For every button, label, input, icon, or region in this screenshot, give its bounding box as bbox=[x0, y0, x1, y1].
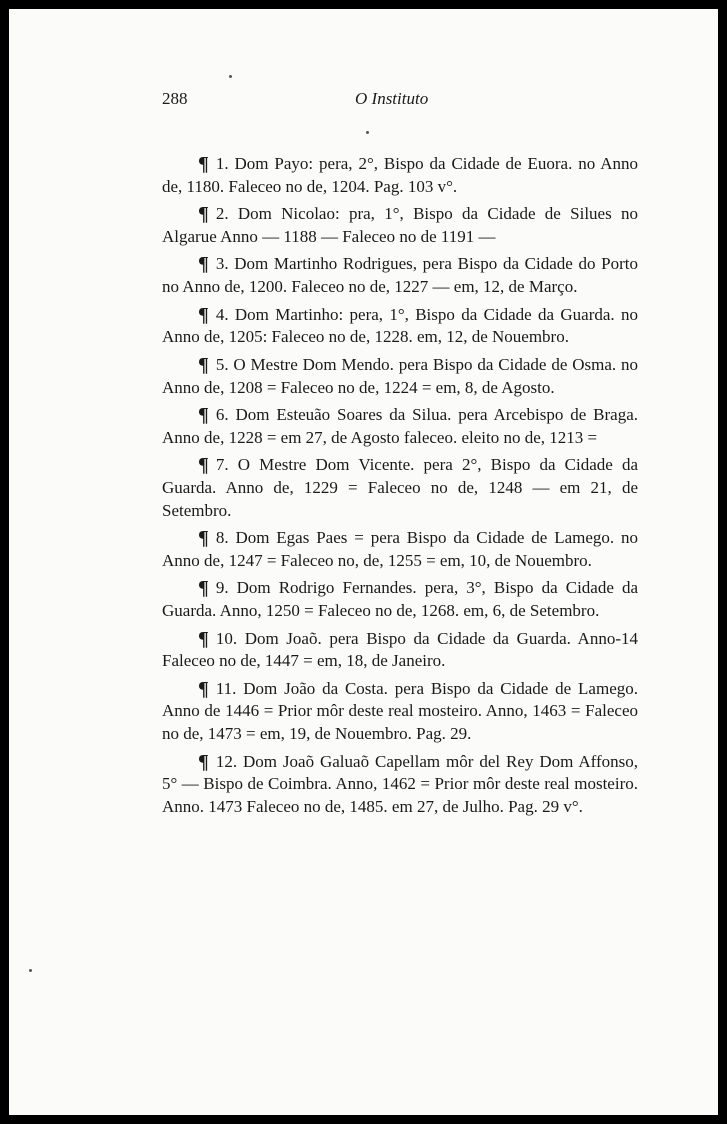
entry-text: Dom Payo: pera, 2°, Bispo da Cidade de Euora. no Anno de, 1180. Faleceo no de, 1204. Pag. 103 v°. bbox=[162, 154, 639, 196]
entry-number: 11. bbox=[215, 678, 237, 698]
entry-number: 10. bbox=[215, 628, 238, 648]
entry-1 bbox=[162, 153, 638, 198]
document-page bbox=[9, 9, 718, 1115]
entry-number: 3. bbox=[215, 254, 229, 274]
entry-6 bbox=[162, 404, 638, 449]
paragraph-mark-icon: ¶ bbox=[198, 153, 209, 175]
paragraph-mark-icon: ¶ bbox=[198, 203, 209, 226]
running-title: O Instituto bbox=[355, 89, 429, 108]
entry-number: 5. bbox=[215, 354, 229, 374]
paragraph-mark-icon: ¶ bbox=[198, 577, 209, 600]
entry-number: 1. bbox=[215, 154, 229, 173]
entry-11 bbox=[162, 678, 638, 746]
speck-mark bbox=[229, 75, 232, 78]
entry-number: 4. bbox=[215, 304, 229, 324]
paragraph-mark-icon: ¶ bbox=[198, 627, 209, 650]
entry-2 bbox=[162, 203, 638, 248]
entry-text: Dom Esteuão Soares da Silua. pera Arcebispo de Braga. Anno de, 1228 = em 27, de Agosto faleceo. eleito no de, 1213 = bbox=[162, 405, 638, 447]
entry-text: O Mestre Dom Mendo. pera Bispo da Cidade de Osma. no Anno de, 1208 = Faleceo no de, 1224 = em, 8, de Agosto. bbox=[162, 354, 638, 397]
entry-number: 7. bbox=[215, 455, 229, 475]
entry-text: Dom Joaõ Galuaõ Capellam môr del Rey Dom Affonso, 5° — Bispo de Coimbra. Anno, 1462 = Prior môr deste real mosteiro. Anno. 1473 Faleceo no de, 1485. em 27, de Julho. Pag. 29 v°. bbox=[162, 751, 638, 817]
entry-number: 8. bbox=[215, 528, 229, 548]
entry-text: Dom João da Costa. pera Bispo da Cidade de Lamego. Anno de 1446 = Prior môr deste real mosteiro. Anno, 1463 = Faleceo no de, 1473 = em, 19, de Nouembro. Pag. 29. bbox=[162, 678, 638, 744]
entry-3 bbox=[162, 253, 638, 298]
page-number: 288 bbox=[162, 89, 188, 108]
entry-text: Dom Joaõ. pera Bispo da Cidade da Guarda. Anno-14 Faleceo no de, 1447 = em, 18, de Janeiro. bbox=[162, 628, 638, 671]
entry-number: 9. bbox=[215, 578, 229, 598]
speck-mark bbox=[366, 131, 369, 134]
paragraph-mark-icon: ¶ bbox=[198, 303, 209, 326]
paragraph-mark-icon: ¶ bbox=[198, 353, 209, 376]
entry-12 bbox=[162, 751, 638, 819]
paragraph-mark-icon: ¶ bbox=[198, 253, 209, 276]
entry-9 bbox=[162, 577, 638, 622]
paragraph-mark-icon: ¶ bbox=[198, 750, 209, 773]
entry-text: O Mestre Dom Vicente. pera 2°, Bispo da Cidade da Guarda. Anno de, 1229 = Faleceo no de, 1248 — em 21, de Setembro. bbox=[162, 455, 638, 520]
speck-mark bbox=[29, 969, 32, 972]
entry-number: 12. bbox=[215, 751, 238, 771]
entry-5 bbox=[162, 354, 638, 399]
entry-10 bbox=[162, 628, 638, 673]
entry-text: Dom Egas Paes = pera Bispo da Cidade de Lamego. no Anno de, 1247 = Faleceo no, de, 1255 = em, 10, de Nouembro. bbox=[162, 528, 639, 570]
paragraph-mark-icon: ¶ bbox=[198, 527, 209, 550]
entries-list bbox=[162, 153, 638, 824]
entry-number: 6. bbox=[215, 405, 229, 425]
entry-7 bbox=[162, 454, 638, 522]
entry-text: Dom Rodrigo Fernandes. pera, 3°, Bispo da Cidade da Guarda. Anno, 1250 = Faleceo no de, 1268. em, 6, de Setembro. bbox=[162, 578, 639, 621]
entry-number: 2. bbox=[215, 204, 229, 224]
paragraph-mark-icon: ¶ bbox=[198, 454, 209, 477]
entry-text: Dom Nicolao: pra, 1°, Bispo da Cidade de Silues no Algarue Anno — 1188 — Faleceo no de 1191 — bbox=[162, 204, 639, 246]
entry-text: Dom Martinho: pera, 1°, Bispo da Cidade da Guarda. no Anno de, 1205: Faleceo no de, 1228. em, 12, de Nouembro. bbox=[162, 304, 639, 347]
paragraph-mark-icon: ¶ bbox=[198, 677, 209, 700]
paragraph-mark-icon: ¶ bbox=[198, 404, 209, 427]
entry-8 bbox=[162, 527, 638, 572]
page-header bbox=[9, 89, 718, 113]
entry-text: Dom Martinho Rodrigues, pera Bispo da Cidade do Porto no Anno de, 1200. Faleceo no de, 1227 — em, 12, de Março. bbox=[162, 254, 639, 297]
entry-4 bbox=[162, 304, 638, 349]
